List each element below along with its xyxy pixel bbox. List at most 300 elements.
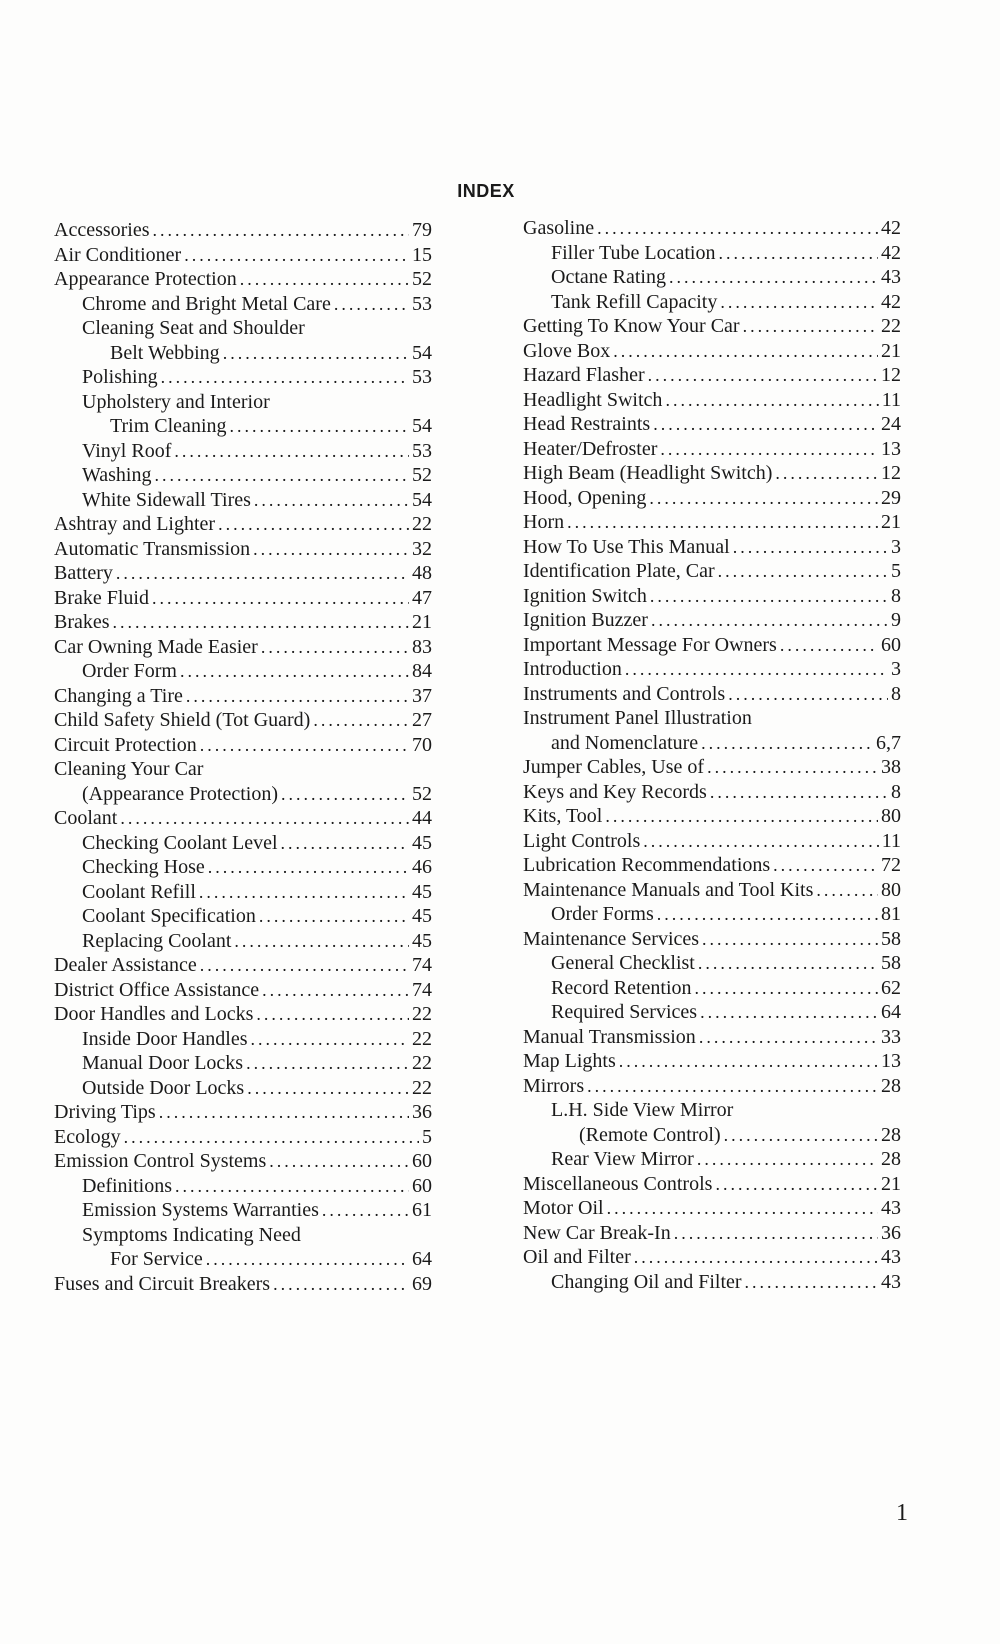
dot-leader: [161, 365, 409, 390]
index-term: Headlight Switch: [523, 388, 663, 411]
index-entry: [54, 1002, 432, 1027]
index-entry: [54, 1076, 432, 1101]
index-term: Light Controls: [523, 829, 641, 852]
index-term: Lubrication Recommendations: [523, 854, 771, 876]
page-number: 1: [896, 1500, 908, 1526]
index-page-ref: 80: [881, 878, 901, 901]
index-term: District Office Assistance: [54, 978, 260, 1001]
dot-leader: [256, 1002, 409, 1027]
index-term: Record Retention: [551, 976, 692, 999]
index-entry: [54, 439, 432, 464]
index-term: Coolant Specification: [82, 905, 256, 927]
index-term: Vinyl Roof: [82, 439, 172, 462]
index-page-ref: 42: [881, 217, 901, 239]
index-page-ref: 80: [881, 805, 901, 827]
index-entry: [54, 488, 432, 513]
index-entry: [54, 1149, 432, 1174]
dot-leader: [174, 439, 409, 464]
dot-leader: [251, 1027, 409, 1052]
dot-leader: [153, 218, 409, 243]
index-term: Automatic Transmission: [54, 537, 251, 560]
index-entry: [54, 733, 432, 758]
index-term: Rear View Mirror: [551, 1148, 694, 1170]
index-page-ref: 22: [412, 513, 432, 535]
index-entry: [54, 978, 432, 1003]
dot-leader: [281, 782, 409, 807]
index-entry: [523, 437, 901, 462]
index-page-ref: 70: [412, 733, 432, 756]
index-term: Appearance Protection: [54, 268, 237, 290]
dot-leader: [334, 292, 409, 317]
index-page-ref: 72: [881, 854, 901, 876]
index-term: Important Message For Owners: [523, 633, 777, 656]
index-entry: [54, 708, 432, 733]
index-entry: [523, 1049, 901, 1074]
index-term: Manual Transmission: [523, 1025, 696, 1048]
index-term: Cleaning Your Car: [54, 758, 204, 780]
dot-leader: [587, 1074, 878, 1099]
index-entry: [523, 1074, 901, 1099]
index-entry: [523, 535, 901, 560]
index-page-ref: 28: [881, 1123, 901, 1146]
dot-leader: [159, 1100, 409, 1125]
dot-leader: [175, 1174, 409, 1199]
index-page-ref: 69: [412, 1272, 432, 1295]
index-term: Symptoms Indicating Need: [82, 1223, 301, 1246]
dot-leader: [269, 1149, 409, 1174]
index-term: Identification Plate, Car: [523, 560, 715, 582]
dot-leader: [186, 684, 409, 709]
dot-leader: [718, 241, 878, 266]
index-page-ref: 8: [891, 584, 901, 607]
dot-leader: [733, 535, 888, 560]
index-page-ref: 48: [412, 562, 432, 584]
index-entry: [523, 976, 901, 1001]
dot-leader: [674, 1221, 878, 1246]
index-entry: [523, 216, 901, 241]
index-term: Required Services: [551, 1001, 698, 1023]
index-entry: [54, 292, 432, 317]
dot-leader: [773, 853, 878, 878]
index-page-ref: 43: [881, 1197, 901, 1219]
dot-leader: [653, 412, 878, 437]
index-term: Ignition Buzzer: [523, 609, 648, 631]
index-term: Coolant: [54, 807, 118, 829]
index-page-ref: 8: [891, 780, 901, 803]
index-entry: [523, 780, 901, 805]
index-page-ref: 60: [881, 633, 901, 656]
index-term: Maintenance Manuals and Tool Kits: [523, 878, 814, 901]
index-entry: [523, 584, 901, 609]
index-column-right: [523, 216, 901, 1294]
index-page-ref: 15: [412, 243, 432, 266]
index-entry: [523, 657, 901, 682]
index-page-ref: 64: [412, 1248, 432, 1270]
index-entry: [54, 1223, 432, 1248]
dot-leader: [607, 1196, 878, 1221]
index-entry: [523, 241, 901, 266]
index-entry: [54, 537, 432, 562]
index-page-ref: 28: [881, 1148, 901, 1170]
index-entry: [523, 902, 901, 927]
index-page-ref: 12: [881, 364, 901, 386]
dot-leader: [567, 510, 878, 535]
index-entry: [54, 561, 432, 586]
index-entry: [523, 388, 901, 413]
dot-leader: [701, 731, 873, 756]
index-page-ref: 11: [881, 829, 901, 852]
index-term: Fuses and Circuit Breakers: [54, 1272, 271, 1295]
index-page-ref: 62: [881, 976, 901, 999]
dot-leader: [597, 216, 878, 241]
index-page-ref: 21: [881, 511, 901, 533]
index-entry: [523, 1172, 901, 1197]
index-term: Hood, Opening: [523, 486, 647, 509]
index-page-ref: 84: [412, 660, 432, 682]
index-entry: [54, 1100, 432, 1125]
index-page-ref: 21: [881, 1172, 901, 1195]
dot-leader: [780, 633, 878, 658]
index-term: Air Conditioner: [54, 243, 182, 266]
index-page-ref: 45: [412, 880, 432, 903]
index-term: Definitions: [82, 1174, 172, 1197]
index-entry: [54, 267, 432, 292]
index-term: Inside Door Handles: [82, 1027, 248, 1050]
dot-leader: [200, 953, 409, 978]
index-entry: [523, 265, 901, 290]
index-entry: [523, 608, 901, 633]
index-term: Mirrors: [523, 1074, 585, 1097]
index-page-ref: 45: [412, 929, 432, 952]
index-term: Filler Tube Location: [551, 241, 716, 264]
index-term: Jumper Cables, Use of: [523, 756, 705, 778]
index-page-ref: 27: [412, 709, 432, 731]
index-entry: [523, 731, 901, 756]
dot-leader: [643, 829, 879, 854]
index-entry: [54, 610, 432, 635]
dot-leader: [200, 733, 409, 758]
index-entry: [523, 829, 901, 854]
dot-leader: [247, 1076, 409, 1101]
index-term: Changing a Tire: [54, 684, 183, 707]
dot-leader: [313, 708, 409, 733]
index-entry: [54, 831, 432, 856]
index-page-ref: 29: [881, 486, 901, 509]
index-term: Octane Rating: [551, 266, 666, 288]
index-entry: [54, 757, 432, 782]
index-page-ref: 13: [881, 437, 901, 460]
index-page-ref: 54: [412, 488, 432, 511]
index-term: Dealer Assistance: [54, 954, 197, 976]
index-term: Child Safety Shield (Tot Guard): [54, 709, 311, 731]
dot-leader: [218, 512, 409, 537]
index-entry: [54, 904, 432, 929]
dot-leader: [648, 363, 878, 388]
dot-leader: [715, 1172, 878, 1197]
index-entry: [54, 635, 432, 660]
index-page-ref: 32: [412, 537, 432, 560]
index-entry: [54, 929, 432, 954]
dot-leader: [745, 1270, 878, 1295]
dot-leader: [605, 804, 878, 829]
index-term: Ecology: [54, 1125, 121, 1148]
index-term: Polishing: [82, 366, 158, 388]
index-entry: [54, 463, 432, 488]
index-page-ref: 5: [422, 1125, 432, 1148]
index-entry: [523, 510, 901, 535]
dot-leader: [710, 780, 888, 805]
dot-leader: [262, 978, 409, 1003]
index-entry: [523, 363, 901, 388]
index-page-ref: 60: [412, 1174, 432, 1197]
index-term: High Beam (Headlight Switch): [523, 462, 773, 484]
index-entry: [523, 951, 901, 976]
index-entry: [523, 1123, 901, 1148]
index-page-ref: 83: [412, 635, 432, 658]
index-term: Horn: [523, 511, 565, 533]
dot-leader: [152, 586, 409, 611]
index-term: New Car Break-In: [523, 1221, 671, 1244]
index-page-ref: 58: [881, 927, 901, 950]
index-entry: [54, 390, 432, 415]
index-page-ref: 13: [881, 1050, 901, 1072]
index-term: Driving Tips: [54, 1101, 156, 1123]
index-entry: [523, 486, 901, 511]
index-entry: [54, 684, 432, 709]
index-page-ref: 42: [881, 241, 901, 264]
dot-leader: [728, 682, 888, 707]
index-term: How To Use This Manual: [523, 535, 730, 558]
index-entry: [523, 633, 901, 658]
index-entry: [523, 804, 901, 829]
index-entry: [523, 559, 901, 584]
index-page-ref: 21: [881, 339, 901, 362]
index-page-ref: 74: [412, 978, 432, 1001]
dot-leader: [246, 1051, 409, 1076]
dot-leader: [702, 927, 878, 952]
index-entry: [523, 314, 901, 339]
index-page-ref: 37: [412, 684, 432, 707]
index-page-ref: 21: [412, 611, 432, 633]
dot-leader: [720, 290, 878, 315]
index-term: Instrument Panel Illustration: [523, 707, 752, 729]
index-entry: [54, 512, 432, 537]
dot-leader: [208, 855, 409, 880]
index-column-left: [54, 218, 432, 1296]
dot-leader: [613, 339, 878, 364]
index-entry: [523, 1098, 901, 1123]
dot-leader: [700, 1000, 878, 1025]
index-term: Trim Cleaning: [110, 415, 227, 437]
index-page-ref: 54: [412, 415, 432, 437]
dot-leader: [206, 1247, 409, 1272]
index-term: Emission Control Systems: [54, 1150, 267, 1172]
index-page-ref: 5: [891, 560, 901, 582]
index-term: Changing Oil and Filter: [551, 1270, 742, 1293]
index-entry: [523, 682, 901, 707]
index-term: Brake Fluid: [54, 586, 149, 609]
index-entry: [54, 341, 432, 366]
index-term: Checking Hose: [82, 856, 205, 878]
dot-leader: [120, 806, 409, 831]
index-term: Heater/Defroster: [523, 437, 658, 460]
index-entry: [523, 755, 901, 780]
index-term: Instruments and Controls: [523, 682, 726, 705]
index-term: White Sidewall Tires: [82, 488, 251, 511]
index-entry: [54, 1272, 432, 1297]
index-entry: [54, 586, 432, 611]
dot-leader: [651, 608, 888, 633]
index-entry: [523, 1245, 901, 1270]
index-page-ref: 45: [412, 831, 432, 854]
index-term: Kits, Tool: [523, 805, 603, 827]
index-entry: [54, 806, 432, 831]
index-entry: [54, 1174, 432, 1199]
index-term: Washing: [82, 464, 152, 486]
index-term: Outside Door Locks: [82, 1076, 245, 1099]
index-term: Hazard Flasher: [523, 364, 645, 386]
dot-leader: [254, 488, 409, 513]
index-term: Order Form: [82, 660, 177, 682]
dot-leader: [322, 1198, 409, 1223]
index-page-ref: 6,7: [876, 731, 901, 754]
dot-leader: [775, 461, 878, 486]
dot-leader: [124, 1125, 419, 1150]
index-term: Belt Webbing: [110, 341, 220, 364]
index-entry: [54, 243, 432, 268]
dot-leader: [718, 559, 888, 584]
dot-leader: [199, 880, 409, 905]
index-term: Map Lights: [523, 1050, 616, 1072]
index-term: (Appearance Protection): [82, 782, 279, 805]
index-entry: [54, 316, 432, 341]
index-term: For Service: [110, 1248, 203, 1270]
index-entry: [54, 414, 432, 439]
index-term: Head Restraints: [523, 413, 651, 435]
index-page-ref: 46: [412, 856, 432, 878]
index-page-ref: 47: [412, 586, 432, 609]
index-term: Tank Refill Capacity: [551, 290, 718, 313]
index-term: Cleaning Seat and Shoulder: [82, 317, 305, 339]
index-entry: [54, 782, 432, 807]
index-entry: [523, 1025, 901, 1050]
index-page-ref: 22: [412, 1003, 432, 1025]
dot-leader: [698, 951, 878, 976]
dot-leader: [116, 561, 409, 586]
index-page-ref: 11: [881, 388, 901, 411]
dot-leader: [619, 1049, 878, 1074]
index-entry: [523, 1221, 901, 1246]
index-entry: [54, 218, 432, 243]
index-page-ref: 52: [412, 464, 432, 486]
dot-leader: [649, 486, 878, 511]
dot-leader: [665, 388, 878, 413]
index-term: Emission Systems Warranties: [82, 1199, 319, 1221]
index-term: and Nomenclature: [551, 731, 699, 754]
dot-leader: [253, 537, 409, 562]
index-page-ref: 64: [881, 1001, 901, 1023]
index-entry: [54, 1247, 432, 1272]
index-page-ref: 22: [412, 1076, 432, 1099]
dot-leader: [707, 755, 878, 780]
index-term: Order Forms: [551, 903, 654, 925]
index-term: Motor Oil: [523, 1197, 604, 1219]
index-term: Circuit Protection: [54, 733, 197, 756]
dot-leader: [113, 610, 409, 635]
index-page-ref: 8: [891, 682, 901, 705]
index-page-ref: 9: [891, 609, 901, 631]
index-term: Replacing Coolant: [82, 929, 232, 952]
index-entry: [54, 855, 432, 880]
index-page-ref: 43: [881, 1270, 901, 1293]
index-term: Ashtray and Lighter: [54, 513, 216, 535]
index-term: Checking Coolant Level: [82, 831, 278, 854]
dot-leader: [184, 243, 409, 268]
index-term: Car Owning Made Easier: [54, 635, 258, 658]
index-entry: [54, 1027, 432, 1052]
index-page-ref: 53: [412, 366, 432, 388]
index-page-ref: 54: [412, 341, 432, 364]
dot-leader: [230, 414, 410, 439]
dot-leader: [180, 659, 409, 684]
index-term: Keys and Key Records: [523, 780, 707, 803]
dot-leader: [261, 635, 409, 660]
index-term: Upholstery and Interior: [82, 390, 270, 413]
index-entry: [523, 1270, 901, 1295]
index-term: Coolant Refill: [82, 880, 196, 903]
index-page-ref: 60: [412, 1150, 432, 1172]
index-entry: [523, 461, 901, 486]
index-page-ref: 36: [881, 1221, 901, 1244]
index-page-ref: 42: [881, 290, 901, 313]
dot-leader: [240, 267, 409, 292]
index-page-ref: 43: [881, 1246, 901, 1268]
index-entry: [54, 1125, 432, 1150]
index-term: Glove Box: [523, 339, 611, 362]
dot-leader: [816, 878, 878, 903]
index-entry: [54, 1051, 432, 1076]
index-term: Maintenance Services: [523, 927, 700, 950]
index-entry: [523, 1147, 901, 1172]
index-page-ref: 52: [412, 268, 432, 290]
dot-leader: [695, 976, 878, 1001]
index-entry: [54, 1198, 432, 1223]
index-page-ref: 22: [412, 1052, 432, 1074]
index-entry: [523, 853, 901, 878]
index-term: Brakes: [54, 611, 110, 633]
index-term: Battery: [54, 562, 113, 584]
index-term: Door Handles and Locks: [54, 1003, 254, 1025]
index-page-ref: 33: [881, 1025, 901, 1048]
index-term: Oil and Filter: [523, 1246, 631, 1268]
page-title: INDEX: [457, 181, 515, 201]
index-page-ref: 45: [412, 905, 432, 927]
index-term: Manual Door Locks: [82, 1052, 244, 1074]
index-entry: [54, 659, 432, 684]
dot-leader: [281, 831, 409, 856]
dot-leader: [234, 929, 409, 954]
dot-leader: [743, 314, 878, 339]
index-page-ref: 28: [881, 1074, 901, 1097]
dot-leader: [634, 1245, 878, 1270]
dot-leader: [657, 902, 878, 927]
dot-leader: [625, 657, 888, 682]
index-page-ref: 81: [881, 903, 901, 925]
index-page-ref: 74: [412, 954, 432, 976]
index-page-ref: 22: [412, 1027, 432, 1050]
index-page-ref: 53: [412, 292, 432, 315]
index-page-ref: 43: [881, 266, 901, 288]
